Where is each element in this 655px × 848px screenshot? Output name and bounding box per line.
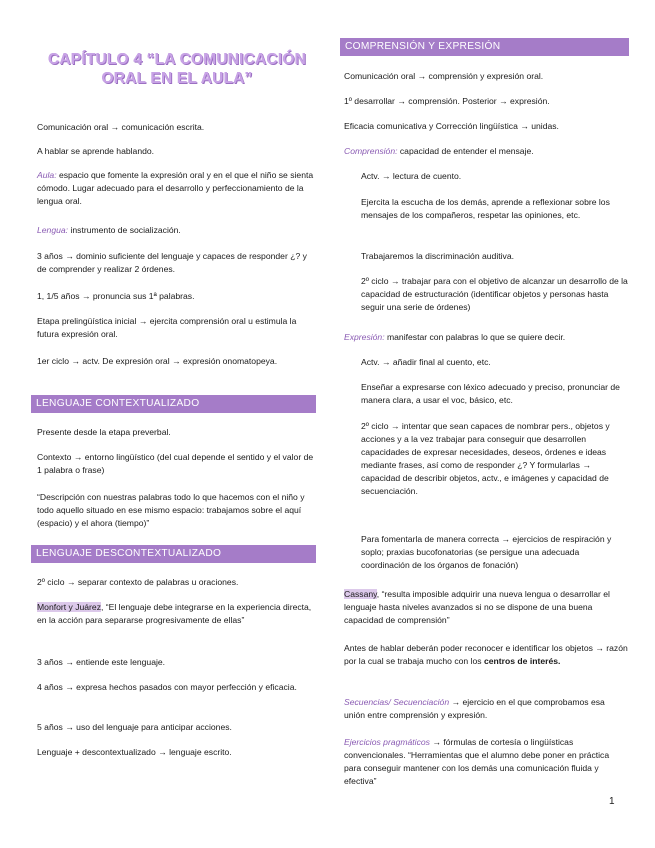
term: Lengua:: [37, 225, 69, 235]
section-heading: LENGUAJE CONTEXTUALIZADO: [31, 395, 316, 413]
ejercicios-definition: [344, 736, 628, 788]
definition: espacio que fomente la expresión oral y en el que el niño se sienta cómodo. Lugar adecuado para el desarrollo y perfeccionamiento de la lengua oral.: [37, 170, 314, 206]
cassany-quote: [344, 588, 628, 627]
list-item: Actv. → añadir final al cuento, etc.: [361, 357, 491, 367]
definition: capacidad de entender el mensaje.: [397, 146, 534, 156]
paragraph: Eficacia comunicativa y Corrección lingüística → unidas.: [344, 121, 559, 131]
term: Aula:: [37, 170, 57, 180]
term: Ejercicios pragmáticos: [344, 737, 430, 747]
definition: → ejercicio en el que comprobamos esa unión entre comprensión y expresión.: [344, 697, 605, 720]
list-item: 2º ciclo → trabajar para con el objetivo de alcanzar un desarrollo de la capacidad de estructuración (identificar objetos y personas hasta seguir una serie de órdenes): [361, 276, 628, 312]
monfort-quote: [37, 601, 317, 627]
section-heading: COMPRENSIÓN Y EXPRESIÓN: [340, 38, 629, 56]
paragraph: Comunicación oral → comprensión y expresión oral.: [344, 71, 544, 81]
author-highlight: Cassany: [344, 589, 377, 599]
author-highlight: Monfort y Juárez: [37, 602, 101, 612]
quote-text: , “El lenguaje debe integrarse en la experiencia directa, en la acción para separarse progresivamente de ellas”: [37, 602, 312, 625]
aula-definition: [37, 169, 317, 208]
quote-text: , “resulta imposible adquirir una nueva lengua o desarrollar el lenguaje hasta niveles avanzados si no se dispone de una buena capacidad de comprensión”: [344, 589, 610, 625]
page-title: CAPÍTULO 4 “LA COMUNICACIÓN ORAL EN EL AULA”: [48, 51, 306, 87]
definition: manifestar con palabras lo que se quiere decir.: [384, 332, 566, 342]
secuencias-definition: [344, 696, 628, 722]
paragraph: 2º ciclo → separar contexto de palabras u oraciones.: [37, 577, 239, 587]
term: Secuencias/ Secuenciación: [344, 697, 450, 707]
page-number: 1: [609, 796, 615, 807]
paragraph: 1, 1/5 años → pronuncia sus 1ª palabras.: [37, 291, 195, 301]
lengua-definition: [37, 224, 317, 237]
paragraph: 4 años → expresa hechos pasados con mayor perfección y eficacia.: [37, 682, 297, 692]
paragraph: Contexto → entorno lingüístico (del cual depende el sentido y el valor de 1 palabra o frase): [37, 452, 314, 475]
comprension-definition: [344, 145, 628, 158]
definition: instrumento de socialización.: [68, 225, 181, 235]
section-heading: LENGUAJE DESCONTEXTUALIZADO: [31, 545, 316, 563]
paragraph: 3 años → entiende este lenguaje.: [37, 657, 166, 667]
list-item: Actv. → lectura de cuento.: [361, 171, 462, 181]
paragraph: Lenguaje + descontextualizado → lenguaje escrito.: [37, 747, 232, 757]
list-item: Enseñar a expresarse con léxico adecuado y preciso, pronunciar de manera clara, a usar el voc, básico, etc.: [361, 382, 620, 405]
paragraph-text: Antes de hablar deberán poder reconocer e identificar los objetos → razón por la cual se trabaja mucho con los: [344, 643, 628, 666]
paragraph: A hablar se aprende hablando.: [37, 146, 155, 156]
paragraph: [344, 642, 628, 668]
paragraph: 5 años → uso del lenguaje para anticipar acciones.: [37, 722, 232, 732]
paragraph: Presente desde la etapa preverbal.: [37, 427, 171, 437]
list-item: Para fomentarla de manera correcta → ejercicios de respiración y soplo; praxias bucofonatorias (se persigue una adecuada coordinación de los órganos de fonación): [361, 534, 612, 570]
paragraph: 1er ciclo → actv. De expresión oral → expresión onomatopeya.: [37, 356, 278, 366]
list-item: 2º ciclo → intentar que sean capaces de nombrar pers., objetos y acciones y a la vez trabajar para conseguir que desarrollen capacidades de expresar necesidades, deseos, órdenes e ideas mediante frases, así como de responder ¿? Y formularlas → capacidad de describir objetos, actv., e imágenes y capacidad de secuenciación.: [361, 421, 610, 496]
list-item: Trabajaremos la discriminación auditiva.: [361, 251, 515, 261]
bold-term: centros de interés.: [483, 656, 561, 666]
expresion-definition: [344, 331, 628, 344]
quote: “Descripción con nuestras palabras todo lo que hacemos con el niño y todo aquello situado en ese mismo espacio: trabajamos sobre el aquí (espacio) y el ahora (tiempo)”: [37, 492, 305, 528]
paragraph: Comunicación oral → comunicación escrita.: [37, 122, 205, 132]
paragraph: Etapa prelingüística inicial → ejercita comprensión oral u estimula la futura expresión oral.: [37, 316, 297, 339]
term: Expresión:: [344, 332, 385, 342]
term: Comprensión:: [344, 146, 398, 156]
definition: → fórmulas de cortesía o lingüísticas convencionales. “Herramientas que el alumno debe poner en práctica para conseguir mantener con los demás una comunicación fluida y efectiva”: [344, 737, 610, 786]
paragraph: 3 años → dominio suficiente del lenguaje y capaces de responder ¿? y de comprender y realizar 2 órdenes.: [37, 251, 307, 274]
list-item: Ejercita la escucha de los demás, aprende a reflexionar sobre los mensajes de los compañeros, respetar las opiniones, etc.: [361, 197, 610, 220]
paragraph: 1º desarrollar → comprensión. Posterior → expresión.: [344, 96, 550, 106]
